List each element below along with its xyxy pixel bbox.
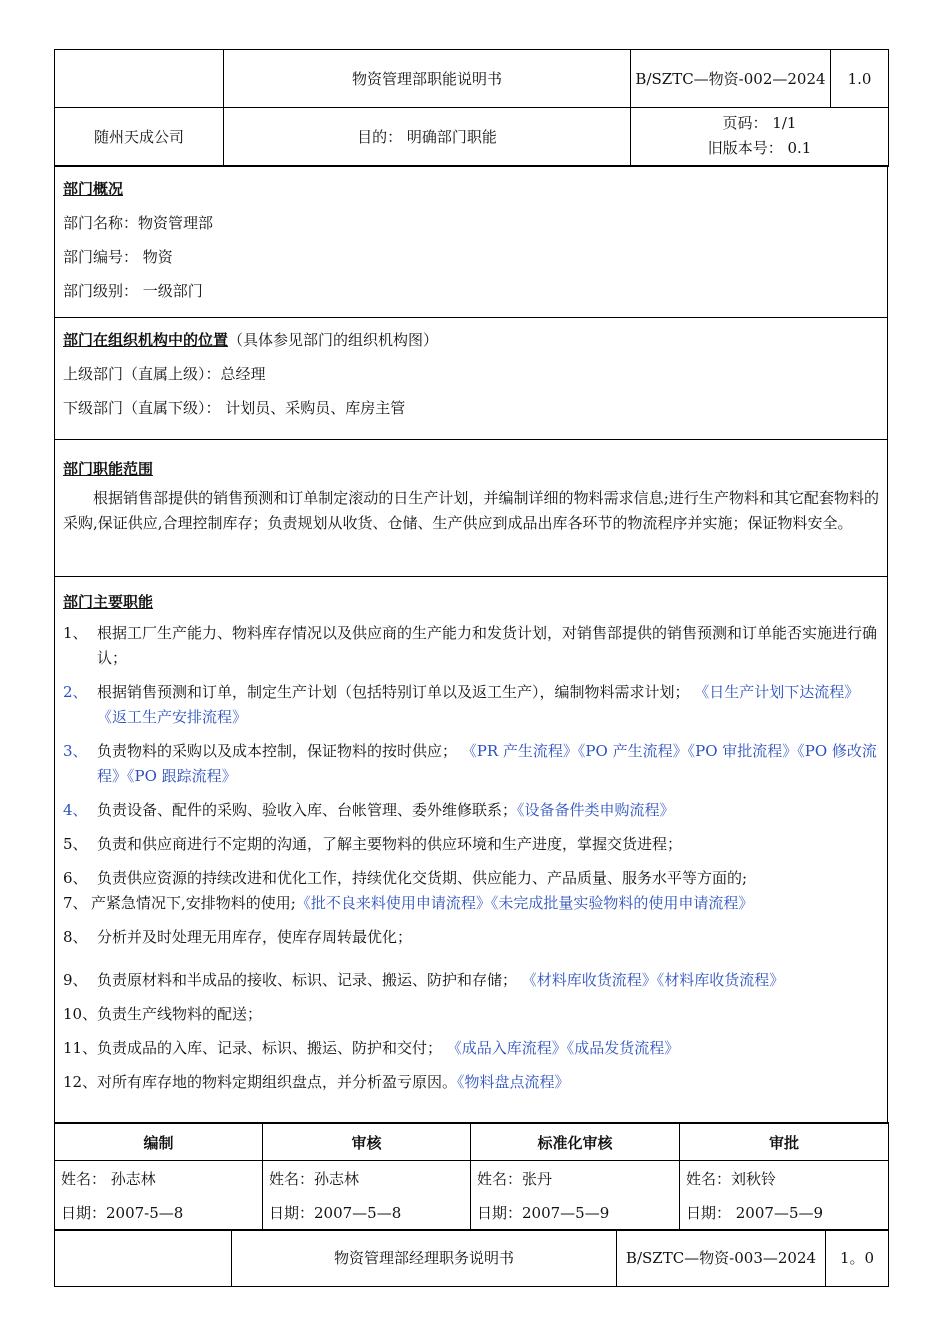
- standard-review-date: 日期：2007—5—9: [471, 1195, 680, 1230]
- approve-date: 日期： 2007—5—9: [680, 1195, 889, 1230]
- duty-item: [63, 968, 879, 993]
- body-content: [54, 166, 888, 1122]
- sign-header-approve: 审批: [680, 1123, 889, 1161]
- section-duties: [55, 577, 887, 1122]
- duty-text: [97, 680, 879, 730]
- duties-title: 部门主要职能: [63, 593, 154, 611]
- standard-reviewer-name: 姓名：张丹: [471, 1161, 680, 1196]
- footer-doc-title: 物资管理部经理职务说明书: [232, 1230, 617, 1286]
- header-blank-cell: [55, 50, 224, 108]
- approver-name: 姓名：刘秋铃: [680, 1161, 889, 1196]
- process-link[interactable]: 《PR 产生流程》《PO 产生流程》《PO 审批流程》《PO 修改流程》《PO 跟踪流程》: [97, 742, 877, 785]
- sign-header-standard-review: 标准化审核: [471, 1123, 680, 1161]
- compile-date: 日期：2007-5—8: [55, 1195, 263, 1230]
- process-link[interactable]: 《设备备件类申购流程》: [517, 801, 675, 819]
- dept-level: 部门级别： 一级部门: [63, 282, 203, 300]
- scope-title: 部门职能范围: [63, 460, 154, 478]
- process-link[interactable]: 《材料库收货流程》《材料库收货流程》: [521, 971, 785, 989]
- process-link[interactable]: 《日生产计划下达流程》《返工生产安排流程》: [97, 683, 860, 726]
- section-position: [55, 318, 887, 440]
- duty-item: [63, 1070, 879, 1095]
- page-number: 页码： 1/1: [722, 114, 797, 133]
- duty-text: [97, 621, 879, 671]
- duty-desc: 负责和供应商进行不定期的沟通，了解主要物料的供应环境和生产进度，掌握交货进程；: [97, 835, 683, 853]
- duty-item: [63, 680, 879, 730]
- duty-desc: 负责成品的入库、记录、标识、搬运、防护和交付；: [97, 1039, 447, 1057]
- duty-number: 2、: [63, 683, 88, 701]
- duty-item: [63, 621, 879, 671]
- header-table: [54, 49, 889, 167]
- approval-table: [54, 1122, 889, 1231]
- duty-text: [97, 1070, 879, 1095]
- section-scope: [55, 440, 887, 577]
- duty-desc: 根据销售预测和订单，制定生产计划（包括特别订单以及返工生产），编制物料需求计划；: [97, 683, 695, 701]
- old-version: 旧版本号： 0.1: [707, 139, 812, 158]
- duty-item: [63, 739, 879, 789]
- position-title: 部门在组织机构中的位置: [63, 331, 229, 349]
- duty-number: 4、: [63, 801, 88, 819]
- duty-desc: 对所有库存地的物料定期组织盘点，并分析盈亏原因。: [97, 1073, 458, 1091]
- duty-number: 11、: [63, 1039, 98, 1057]
- duty-text: [97, 968, 879, 993]
- duty-number: 6、: [63, 869, 88, 887]
- subordinate-dept: 下级部门（直属下级）： 计划员、采购员、库房主管: [63, 399, 406, 417]
- duty-text: [97, 832, 879, 857]
- duty-item: [63, 832, 879, 857]
- duty-desc: 负责原材料和半成品的接收、标识、记录、搬运、防护和存储；: [97, 971, 522, 989]
- process-link[interactable]: 《成品入库流程》《成品发货流程》: [446, 1039, 680, 1057]
- review-date: 日期：2007—5—8: [263, 1195, 471, 1230]
- duty-text: [97, 925, 879, 950]
- footer-table: [54, 1230, 889, 1287]
- doc-code: B/SZTC—物资-002—2024: [631, 50, 831, 108]
- duty-item: [63, 925, 879, 950]
- duty-text: [97, 1002, 879, 1027]
- duty-item: [63, 1036, 879, 1061]
- duty-number: 12、: [63, 1073, 98, 1091]
- duty-text: [97, 1036, 879, 1061]
- process-link[interactable]: 《物料盘点流程》: [457, 1073, 570, 1091]
- doc-purpose: 目的： 明确部门职能: [224, 108, 631, 166]
- duty-text: [97, 798, 879, 823]
- duty-item: [63, 866, 879, 891]
- duty-number: 8、: [63, 928, 88, 946]
- doc-title: 物资管理部职能说明书: [224, 50, 631, 108]
- reviewer-name: 姓名：孙志林: [263, 1161, 471, 1196]
- sign-header-review: 审核: [263, 1123, 471, 1161]
- duty-desc: 分析并及时处理无用库存，使库存周转最优化；: [97, 928, 413, 946]
- duty-text: [91, 891, 879, 916]
- overview-title: 部门概况: [63, 180, 124, 198]
- page-info: [631, 108, 889, 166]
- compiler-name: 姓名： 孙志林: [55, 1161, 263, 1196]
- sign-header-compile: 编制: [55, 1123, 263, 1161]
- duty-text: [97, 866, 879, 891]
- footer-doc-code: B/SZTC—物资-003—2024: [617, 1230, 826, 1286]
- duty-desc: 负责供应资源的持续改进和优化工作，持续优化交货期、供应能力、产品质量、服务水平等方面的;: [97, 869, 748, 887]
- duty-number: 3、: [63, 742, 88, 760]
- duty-item: [63, 798, 879, 823]
- duty-desc: 产紧急情况下,安排物料的使用;: [91, 894, 296, 912]
- duty-number: 10、: [63, 1005, 98, 1023]
- dept-code: 部门编号： 物资: [63, 248, 173, 266]
- duty-number: 9、: [63, 971, 88, 989]
- document-frame: [54, 49, 888, 1286]
- process-link[interactable]: 《批不良来料使用申请流程》《未完成批量实验物料的使用申请流程》: [295, 894, 754, 912]
- section-overview: [55, 166, 887, 318]
- duty-text: [97, 739, 879, 789]
- dept-name: 部门名称：物资管理部: [63, 214, 214, 232]
- duty-item: [63, 1002, 879, 1027]
- footer-doc-version: 1。0: [826, 1230, 889, 1286]
- duty-desc: 负责设备、配件的采购、验收入库、台帐管理、委外维修联系；: [97, 801, 518, 819]
- company-name: 随州天成公司: [55, 108, 224, 166]
- superior-dept: 上级部门（直属上级）：总经理: [63, 365, 266, 383]
- scope-text: 根据销售部提供的销售预测和订单制定滚动的日生产计划，并编制详细的物料需求信息;进行生产物料和其它配套物料的采购,保证供应,合理控制库存；负责规划从收货、仓储、生产供应到成品出库各环节的物流程序并实施；保证物料安全。: [63, 489, 879, 532]
- footer-blank-cell: [55, 1230, 232, 1286]
- duty-desc: 根据工厂生产能力、物料库存情况以及供应商的生产能力和发货计划，对销售部提供的销售预测和订单能否实施进行确认；: [97, 624, 878, 667]
- position-title-note: （具体参见部门的组织机构图）: [228, 331, 439, 349]
- duty-number: 5、: [63, 835, 88, 853]
- duty-item: [63, 891, 879, 916]
- duty-desc: 负责物料的采购以及成本控制，保证物料的按时供应；: [97, 742, 462, 760]
- doc-version: 1.0: [831, 50, 889, 108]
- duty-number: 7、: [63, 894, 88, 912]
- position-title-line: [63, 323, 879, 357]
- duty-desc: 负责生产线物料的配送；: [97, 1005, 263, 1023]
- duty-number: 1、: [63, 624, 88, 642]
